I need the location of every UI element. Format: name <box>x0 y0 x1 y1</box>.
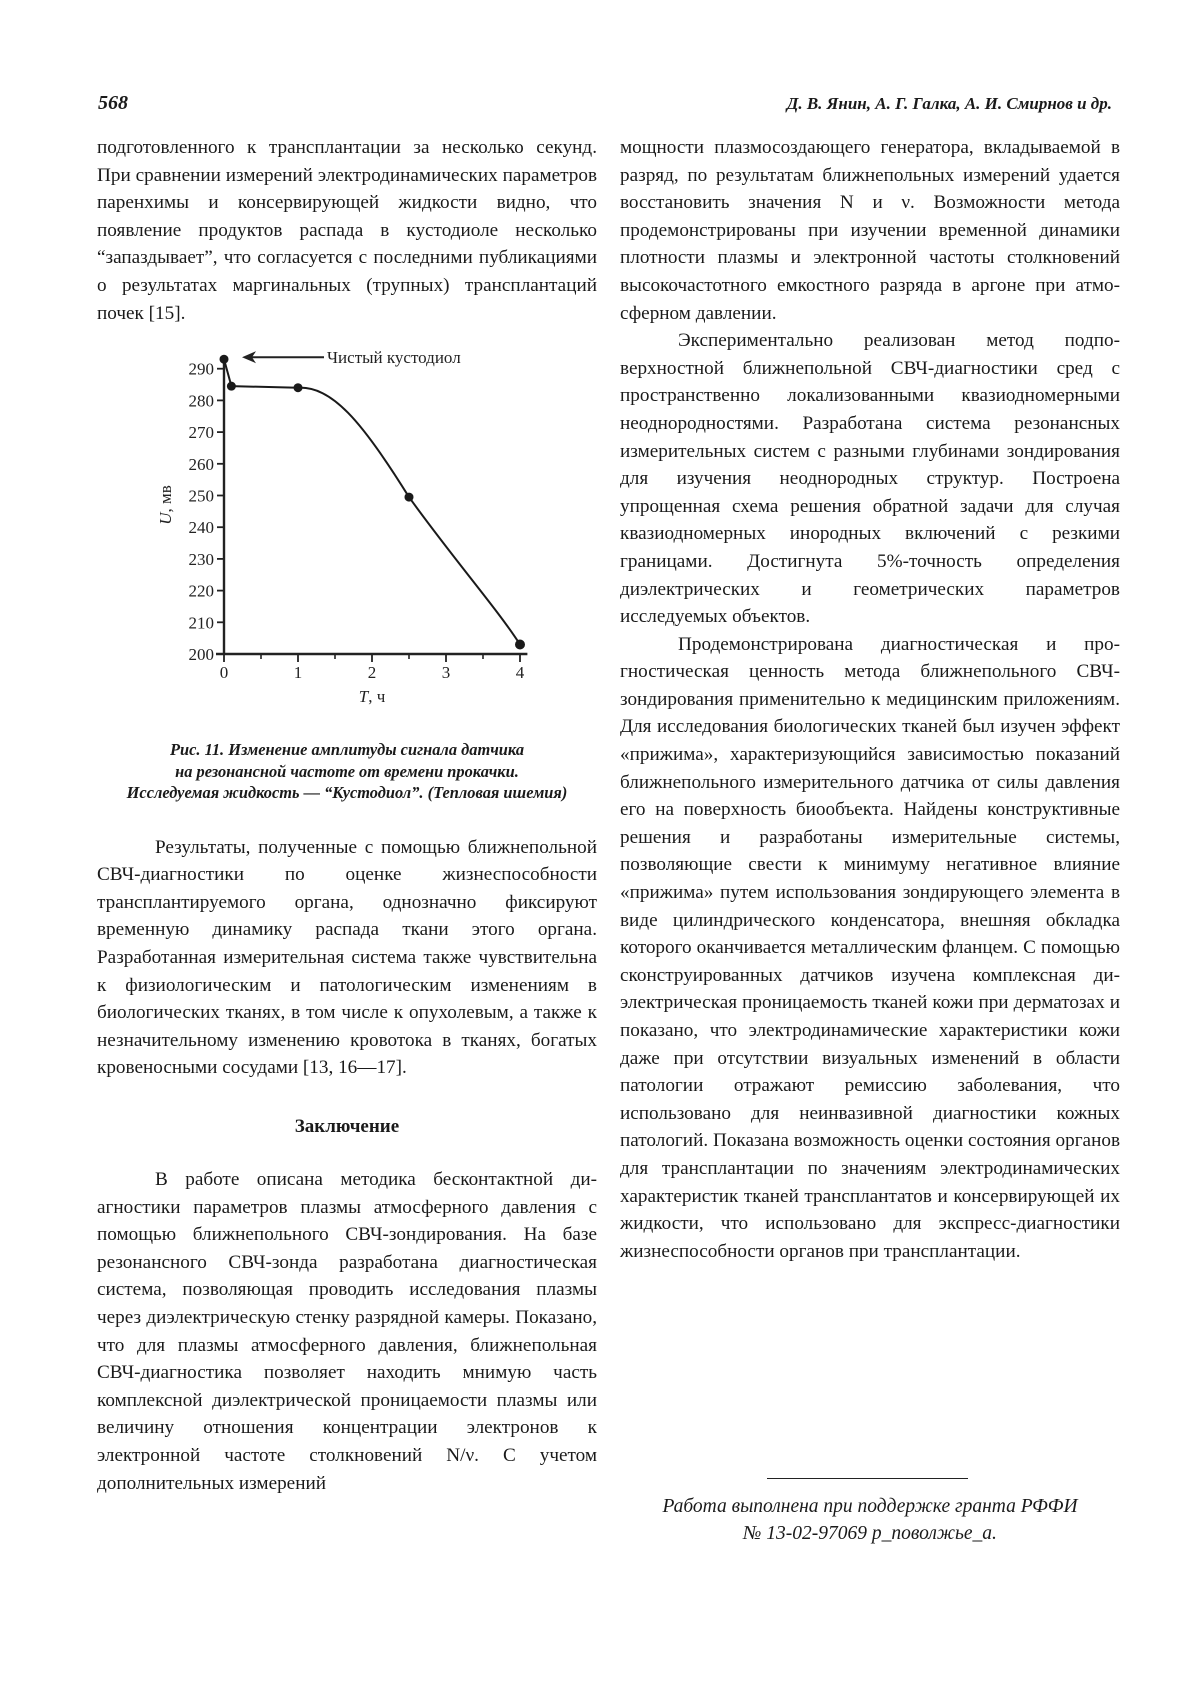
line-chart <box>97 348 597 754</box>
paragraph: В работе описана методика бесконтактной диагностики параметров плазмы атмосферного давления с помощью ближнепольного СВЧ-зондирования. На базе резонансного СВЧ-зонда разработана диагностическая система, позволяющая проводить исследования плазмы через диэлектрическую стенку разрядной камеры. Показано, что для плазмы атмосферного давления, ближнепольная СВЧ-диагностика позволяет находить мнимую часть комплексной диэлектрической проницаемости плазмы или величину отношения концентрации электронов к электронной частоте столкновений N/ν. С учетом дополнительных измерений <box>97 1169 597 1494</box>
x-tick-label: 0 <box>219 663 229 683</box>
x-tick-label: 1 <box>293 663 303 683</box>
y-tick-label: 280 <box>188 391 214 411</box>
right-column <box>620 134 1120 1265</box>
annotation-label: Чистый кустодиол <box>327 348 461 368</box>
acknowledgement <box>620 1493 1120 1547</box>
y-tick-label: 290 <box>188 359 214 379</box>
section-title: Заключение <box>294 1116 400 1137</box>
y-tick-label: 220 <box>188 581 214 601</box>
chart-curve <box>224 359 520 644</box>
running-head-authors: Д. В. Янин, А. Г. Галка, А. И. Смирнов и др. <box>786 94 1112 113</box>
series-line <box>224 359 520 644</box>
page-number: 568 <box>98 92 128 114</box>
chart-data-points <box>220 355 526 650</box>
paragraph: Результаты, полученные с помощью ближнепольной СВЧ-диагностики по оценке жизнеспособности трансплантируемого органа, однозначно фиксируют временную динамику распада ткани этого органа. Разработанная измерительная система также чувствительна к физиологическим и патологическим изменениям в биологических тканях, в том числе к опухолевым, а также к незначительному изменению кровотока в тканях, богатых кровеносными сосудами [13, 16—17]. <box>97 836 597 1079</box>
running-head <box>98 92 1112 122</box>
x-tick-label: 3 <box>441 663 451 683</box>
x-tick-label: 4 <box>515 663 525 683</box>
data-point <box>294 383 303 392</box>
data-point <box>220 355 229 364</box>
chart-annotation <box>242 348 461 367</box>
y-axis-label: U, мв <box>156 485 175 525</box>
figure-11 <box>97 348 597 754</box>
acknowledgement-line: Работа выполнена при поддержке гранта РФФИ <box>662 1496 1078 1517</box>
caption-line: Рис. 11. Изменение амплитуды сигнала датчика <box>169 740 525 760</box>
y-tick-label: 230 <box>188 550 214 570</box>
paragraph: Продемонстрирована диагностическая и прогностическая ценность метода ближнепольного СВЧ-зондирования применительно к медицинским приложениям. Для исследования биологических тканей был изучен эффект «прижима», характеризующийся зависимостью показаний ближнепольного измерительного датчика от силы давления его на поверхность биообъекта. Найдены конструктивные решения и разработаны измерительные системы, позволяющие свести к минимуму негативное влияние «прижима» путем использования зондирующего элемента в виде цилиндрического конденсатора, внешняя обкладка которого оканчивается металлическим фланцем. С помощью сконструированных датчиков изучена комплексная диэлектрическая проницаемость тканей кожи при дерматозах и показано, что электродинамические характеристики кожи даже при отсутствии визуальных изменений в области патологии отражают ремиссию заболевания, что использовано для неинвазивной диагностики кожных патологий. Показана возможность оценки состояния органов для трансплантации по значениям электродинамических характеристик тканей трансплантатов и консервирующей их жидкости, что использовано для экспресс-диагностики жизнеспособности органов при трансплантации. <box>620 633 1120 1262</box>
y-tick-label: 240 <box>188 518 214 538</box>
data-point <box>515 640 525 650</box>
y-tick-label: 210 <box>188 613 214 633</box>
y-tick-label: 260 <box>188 454 214 474</box>
x-axis-label: T, ч <box>358 687 386 707</box>
paragraph: подготовленного к трансплантации за несколько секунд. При сравнении измерений электродинамических параметров паренхимы и консервирующей жидкости видно, что появление продуктов распада в кустодиоле несколько “запаздывает”, что согласуется с последними публикациями о результатах маргинальных (трупных) трансплантаций почек [15]. <box>97 137 597 324</box>
left-column <box>97 134 597 1497</box>
acknowledgement-divider <box>767 1478 968 1479</box>
y-tick-label: 200 <box>188 645 214 665</box>
acknowledgement-line: № 13-02-97069 р_поволжье_а. <box>743 1523 997 1544</box>
data-point <box>227 382 236 391</box>
paragraph: Экспериментально реализован метод подповерхностной ближнепольной СВЧ-диагностики сред с пространственно локализованными квазиодномерными неоднородностями. Разработана система резонансных измерительных систем с разными глубинами зондирования для изучения неоднородных структур. Построена упрощенная схема решения обратной задачи для случая квазиодномерных инородных включений с резкими границами. Достигнута 5%-точность определения диэлектрических и геометрических параметров исследуемых объектов. <box>620 330 1120 628</box>
paragraph: мощности плазмосоздающего генератора, вкладываемой в разряд, по результатам ближнепольных измерений удается восстановить значения N и ν. Возможности метода продемонстрированы при изучении временной динамики плотности плазмы и электронной частоты столкновений высокочастотного емкостного разряда в аргоне при атмосферном давлении. <box>620 137 1120 324</box>
caption-line: на резонансной частоте от времени прокачки. <box>175 761 519 781</box>
y-tick-label: 250 <box>188 486 214 506</box>
caption-line: Исследуемая жидкость — “Кустодиол”. (Тепловая ишемия) <box>126 783 568 803</box>
data-point <box>405 493 414 502</box>
chart-axes <box>156 358 527 706</box>
y-tick-label: 270 <box>188 423 214 443</box>
x-tick-label: 2 <box>367 663 377 683</box>
